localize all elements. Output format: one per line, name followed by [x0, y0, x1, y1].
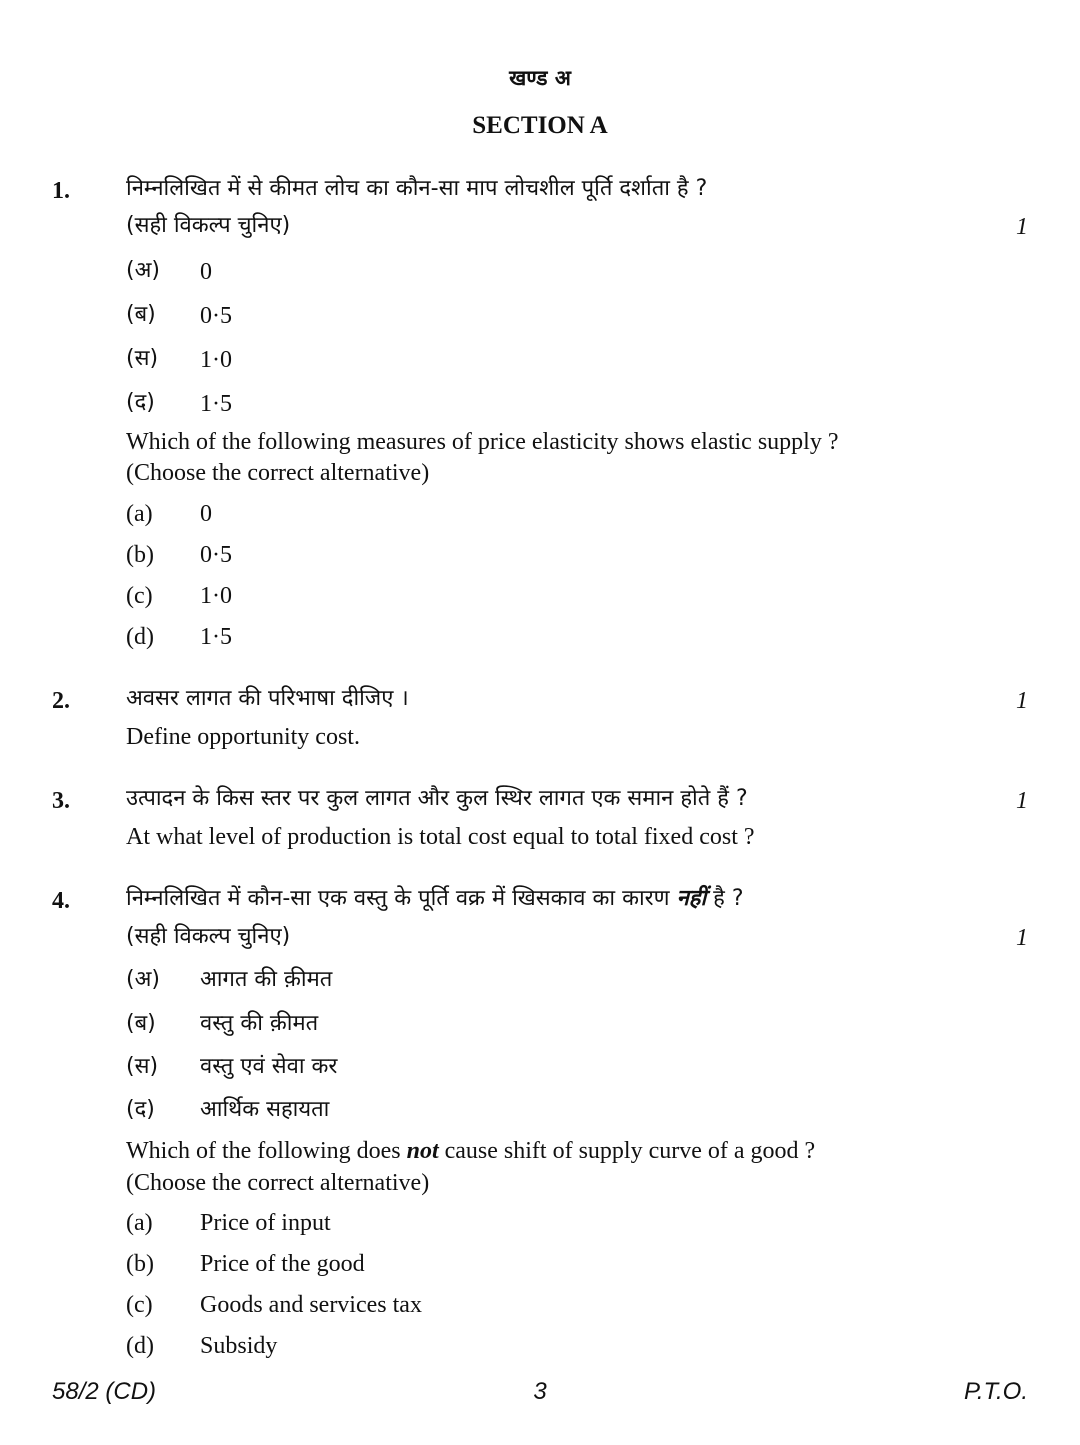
instruction-hindi: (सही विकल्प चुनिए) [126, 924, 291, 949]
paper-code: 58/2 (CD) [52, 1378, 157, 1405]
question-text-english: Which of the following measures of price elasticity shows elastic supply ? [126, 429, 839, 455]
option-text: Price of the good [200, 1251, 365, 1277]
question-text-hindi: अवसर लागत की परिभाषा दीजिए । [126, 686, 409, 711]
emphasis-not-english: not [406, 1138, 439, 1164]
option-text: 1·0 [200, 347, 232, 373]
question-text-hindi: उत्पादन के किस स्तर पर कुल लागत और कुल स्थिर लागत एक समान होते हैं ? [126, 786, 748, 811]
option-label: (स) [126, 1054, 159, 1079]
option-text: आर्थिक सहायता [200, 1097, 330, 1122]
section-heading-english: SECTION A [472, 112, 608, 139]
option-text: 0 [200, 501, 212, 527]
option-label: (d) [126, 624, 154, 650]
marks: 1 [1016, 214, 1028, 240]
option-label: (द) [126, 1097, 155, 1122]
section-heading-hindi: खण्ड अ [509, 66, 571, 90]
option-label: (b) [126, 1251, 154, 1277]
question-text-english: At what level of production is total cost equal to total fixed cost ? [126, 824, 755, 850]
option-label: (a) [126, 1210, 153, 1236]
option-text: 0·5 [200, 303, 232, 329]
instruction-english: (Choose the correct alternative) [126, 1170, 430, 1196]
option-label: (ब) [126, 302, 156, 327]
question-text-part: cause shift of supply curve of a good ? [444, 1138, 816, 1164]
question-number: 4. [52, 888, 70, 914]
question-text-hindi [126, 888, 744, 910]
option-label: (स) [126, 346, 159, 371]
option-text: Goods and services tax [200, 1292, 422, 1318]
option-text: Price of input [200, 1210, 331, 1236]
marks: 1 [1016, 925, 1028, 951]
option-text: 1·0 [200, 583, 232, 609]
please-turn-over: P.T.O. [963, 1378, 1028, 1405]
option-text: वस्तु की क़ीमत [200, 1011, 319, 1036]
option-text: 1·5 [200, 624, 232, 650]
marks: 1 [1016, 688, 1028, 714]
emphasis-not-hindi: नहीं [676, 886, 707, 911]
instruction-english: (Choose the correct alternative) [126, 460, 430, 486]
question-text-part: है ? [713, 886, 744, 911]
option-label: (अ) [126, 258, 160, 283]
question-number: 2. [52, 688, 70, 714]
option-label: (c) [126, 1292, 153, 1318]
option-label: (अ) [126, 967, 160, 992]
option-label: (ब) [126, 1011, 156, 1036]
option-text: वस्तु एवं सेवा कर [200, 1054, 338, 1079]
option-text: 0 [200, 259, 212, 285]
question-text-part: Which of the following does [126, 1138, 401, 1164]
option-text: 1·5 [200, 391, 232, 417]
question-number: 1. [52, 178, 70, 204]
question-text-english: Define opportunity cost. [126, 724, 360, 750]
question-number: 3. [52, 788, 70, 814]
option-text: Subsidy [200, 1333, 278, 1359]
page-number: 3 [533, 1378, 547, 1405]
question-text-english [126, 1139, 815, 1163]
option-text: आगत की क़ीमत [200, 967, 333, 992]
option-label: (a) [126, 501, 153, 527]
marks: 1 [1016, 788, 1028, 814]
option-label: (b) [126, 542, 154, 568]
option-label: (c) [126, 583, 153, 609]
option-label: (द) [126, 390, 155, 415]
question-text-hindi: निम्नलिखित में से कीमत लोच का कौन-सा माप लोचशील पूर्ति दर्शाता है ? [126, 176, 708, 201]
option-text: 0·5 [200, 542, 232, 568]
option-label: (d) [126, 1333, 154, 1359]
instruction-hindi: (सही विकल्प चुनिए) [126, 213, 291, 238]
question-text-part: निम्नलिखित में कौन-सा एक वस्तु के पूर्ति वक्र में खिसकाव का कारण [126, 886, 670, 911]
